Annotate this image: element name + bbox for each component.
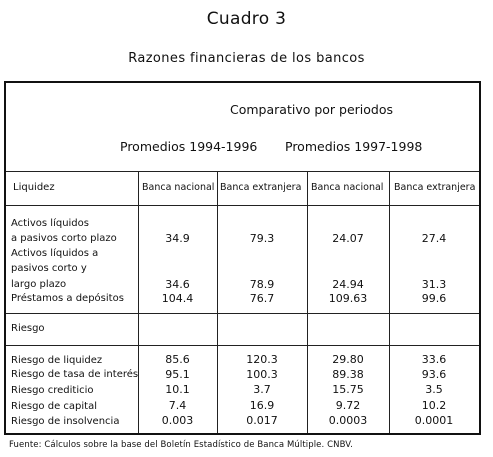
row-label-riesgo-de-tasa-de-interes: Riesgo de tasa de interés <box>11 369 139 380</box>
cell-value: 0.0003 <box>328 414 368 427</box>
cell-value: 3.7 <box>253 383 271 396</box>
cell-value: 3.5 <box>425 383 443 396</box>
cell-value: 15.75 <box>332 383 364 396</box>
row-label-activos-liquidos-largo-line-3: largo plazo <box>11 279 67 290</box>
rule-below-periods <box>6 171 479 172</box>
row-label-prestamos-a-depositos: Préstamos a depósitos <box>11 293 124 304</box>
cell-value: 0.003 <box>161 414 194 427</box>
cell-value: 7.4 <box>168 399 187 412</box>
cell-value: 120.3 <box>246 353 278 366</box>
riesgo-section-label: Riesgo <box>11 323 45 334</box>
rule-below-column-heads <box>6 205 479 206</box>
row-label-riesgo-de-insolvencia: Riesgo de insolvencia <box>11 416 120 427</box>
cell-value: 104.4 <box>161 292 194 305</box>
row-label-riesgo-crediticio: Riesgo crediticio <box>11 385 94 396</box>
cell-value: 99.6 <box>421 292 447 305</box>
cell-value: 16.9 <box>249 399 275 412</box>
cell-value: 24.07 <box>332 232 364 245</box>
cell-value: 93.6 <box>421 368 447 381</box>
table-title: Cuadro 3 <box>206 9 287 29</box>
cell-value: 27.4 <box>421 232 447 245</box>
cell-value: 85.6 <box>165 353 190 366</box>
table-subtitle: Razones financieras de los bancos <box>128 51 365 66</box>
period-1994-1996-header: Promedios 1994-1996 <box>120 139 258 154</box>
cell-value: 31.3 <box>421 278 447 291</box>
column-head-banca-nacional-1: Banca nacional <box>142 182 215 193</box>
row-label-activos-liquidos-largo-line-2: pasivos corto y <box>11 263 87 274</box>
cell-value: 76.7 <box>249 292 275 305</box>
source-footnote: Fuente: Cálculos sobre la base del Boletín Estadístico de Banca Múltiple. CNBV. <box>9 440 353 450</box>
rule-below-riesgo <box>6 345 479 346</box>
column-head-banca-extranjera-2: Banca extranjera <box>394 182 476 193</box>
row-label-activos-liquidos-corto-line-2: a pasivos corto plazo <box>11 233 117 244</box>
cell-value: 89.38 <box>332 368 364 381</box>
rule-above-riesgo <box>6 313 479 314</box>
cell-value: 0.017 <box>246 414 278 427</box>
cell-value: 109.63 <box>328 292 368 305</box>
cell-value: 79.3 <box>249 232 275 245</box>
cell-value: 34.9 <box>165 232 190 245</box>
cell-value: 78.9 <box>249 278 275 291</box>
row-label-riesgo-de-capital: Riesgo de capital <box>11 401 97 412</box>
cell-value: 33.6 <box>421 353 447 366</box>
cell-value: 100.3 <box>246 368 278 381</box>
comparativo-header: Comparativo por periodos <box>230 102 394 117</box>
cell-value: 34.6 <box>165 278 190 291</box>
cell-value: 9.72 <box>335 399 361 412</box>
column-head-banca-extranjera-1: Banca extranjera <box>220 182 302 193</box>
row-label-activos-liquidos-corto-line-1: Activos líquidos <box>11 218 89 229</box>
cell-value: 95.1 <box>165 368 190 381</box>
row-label-activos-liquidos-largo-line-1: Activos líquidos a <box>11 248 99 259</box>
row-label-riesgo-de-liquidez: Riesgo de liquidez <box>11 355 103 366</box>
period-1997-1998-header: Promedios 1997-1998 <box>285 139 423 154</box>
column-head-banca-nacional-2: Banca nacional <box>311 182 384 193</box>
cell-value: 10.2 <box>421 399 447 412</box>
cell-value: 24.94 <box>332 278 364 291</box>
cell-value: 10.1 <box>165 383 190 396</box>
liquidez-section-label: Liquidez <box>13 182 55 193</box>
cell-value: 0.0001 <box>414 414 454 427</box>
cell-value: 29.80 <box>332 353 364 366</box>
